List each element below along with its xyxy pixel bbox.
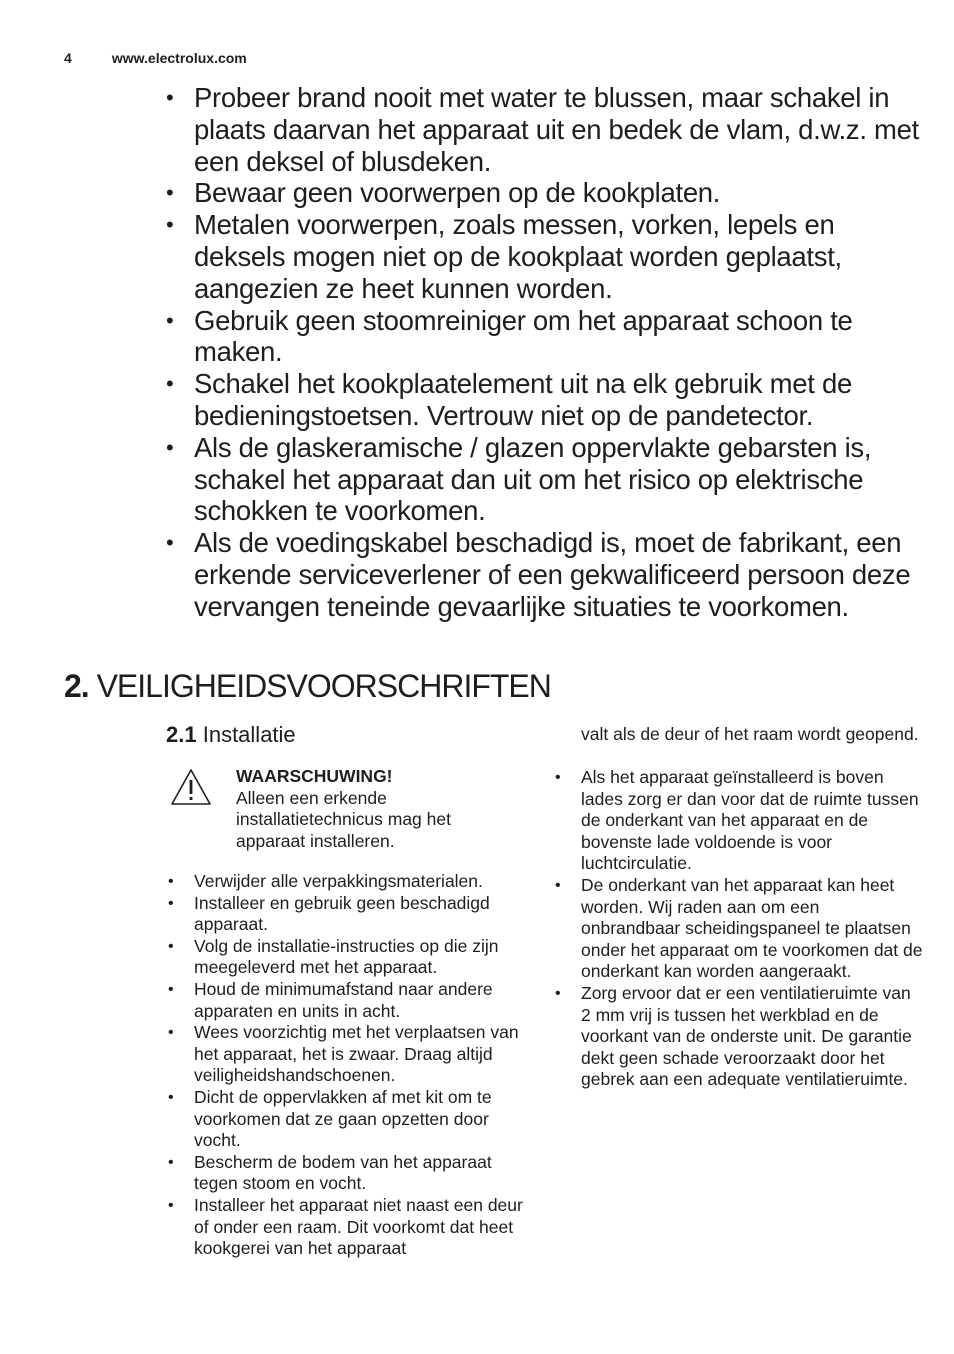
subsection-number: 2.1 bbox=[166, 722, 197, 747]
list-item: • Installeer en gebruik geen beschadigd apparaat. bbox=[166, 893, 528, 936]
list-item: • Als het apparaat geïnstalleerd is boven lades zorg er dan voor dat de ruimte tussen de onderkant van het apparaat en de bovenste lade voldoende is voor luchtcirculatie. bbox=[553, 767, 923, 875]
list-item: • Wees voorzichtig met het verplaatsen van het apparaat, het is zwaar. Draag altijd veiligheidshandschoenen. bbox=[166, 1022, 528, 1087]
list-item: • Als de glaskeramische / glazen oppervlakte gebarsten is, schakel het apparaat dan uit om het risico op elektrische schokken te voorkomen. bbox=[166, 432, 926, 527]
list-item: • Bewaar geen voorwerpen op de kookplaten. bbox=[166, 177, 926, 209]
safety-bullet-list bbox=[166, 82, 926, 623]
list-item: • Zorg ervoor dat er een ventilatieruimte van 2 mm vrij is tussen het werkblad en de voorkant van de onderste unit. De garantie dekt geen schade veroorzaakt door het gebrek aan een adequate ventilatieruimte. bbox=[553, 983, 923, 1091]
website-url: www.electrolux.com bbox=[111, 50, 247, 66]
warning-box bbox=[236, 766, 506, 852]
list-item: • Verwijder alle verpakkingsmaterialen. bbox=[166, 871, 528, 893]
list-item: • De onderkant van het apparaat kan heet worden. Wij raden aan om een onbrandbaar scheidingspaneel te plaatsen onder het apparaat om te voorkomen dat de onderkant kan worden aangeraakt. bbox=[553, 875, 923, 983]
subsection-title-text: Installatie bbox=[202, 722, 296, 747]
list-item: • Bescherm de bodem van het apparaat tegen stoom en vocht. bbox=[166, 1152, 528, 1195]
installation-list-left bbox=[166, 871, 528, 1260]
list-item: • Gebruik geen stoomreiniger om het apparaat schoon te maken. bbox=[166, 305, 926, 369]
section-title-text: VEILIGHEIDSVOORSCHRIFTEN bbox=[96, 668, 551, 704]
continuation-text: valt als de deur of het raam wordt geopend. bbox=[581, 724, 919, 744]
list-item: • Installeer het apparaat niet naast een deur of onder een raam. Dit voorkomt dat heet kookgerei van het apparaat bbox=[166, 1195, 528, 1260]
warning-text: Alleen een erkende installatietechnicus mag het apparaat installeren. bbox=[236, 787, 451, 851]
list-item: • Volg de installatie-instructies op die zijn meegeleverd met het apparaat. bbox=[166, 936, 528, 979]
installation-list-right bbox=[553, 767, 923, 1091]
list-item: • Houd de minimumafstand naar andere apparaten en units in acht. bbox=[166, 979, 528, 1022]
list-item: • Dicht de oppervlakken af met kit om te voorkomen dat ze gaan opzetten door vocht. bbox=[166, 1087, 528, 1152]
list-item: • Metalen voorwerpen, zoals messen, vorken, lepels en deksels mogen niet op de kookplaat worden geplaatst, aangezien ze heet kunnen worden. bbox=[166, 209, 926, 304]
section-number: 2. bbox=[64, 668, 89, 704]
section-title bbox=[64, 668, 551, 705]
page-number: 4 bbox=[64, 50, 72, 66]
list-item: • Als de voedingskabel beschadigd is, moet de fabrikant, een erkende serviceverlener of een gekwalificeerd persoon deze vervangen teneinde gevaarlijke situaties te voorkomen. bbox=[166, 527, 926, 622]
list-item: • Schakel het kookplaatelement uit na elk gebruik met de bedieningstoetsen. Vertrouw niet op de pandetector. bbox=[166, 368, 926, 432]
warning-title: WAARSCHUWING! bbox=[236, 766, 393, 786]
page-header bbox=[64, 50, 247, 66]
subsection-title bbox=[166, 722, 296, 748]
warning-triangle-icon bbox=[170, 768, 212, 806]
list-item: • Probeer brand nooit met water te blussen, maar schakel in plaats daarvan het apparaat uit en bedek de vlam, d.w.z. met een deksel of blusdeken. bbox=[166, 82, 926, 177]
